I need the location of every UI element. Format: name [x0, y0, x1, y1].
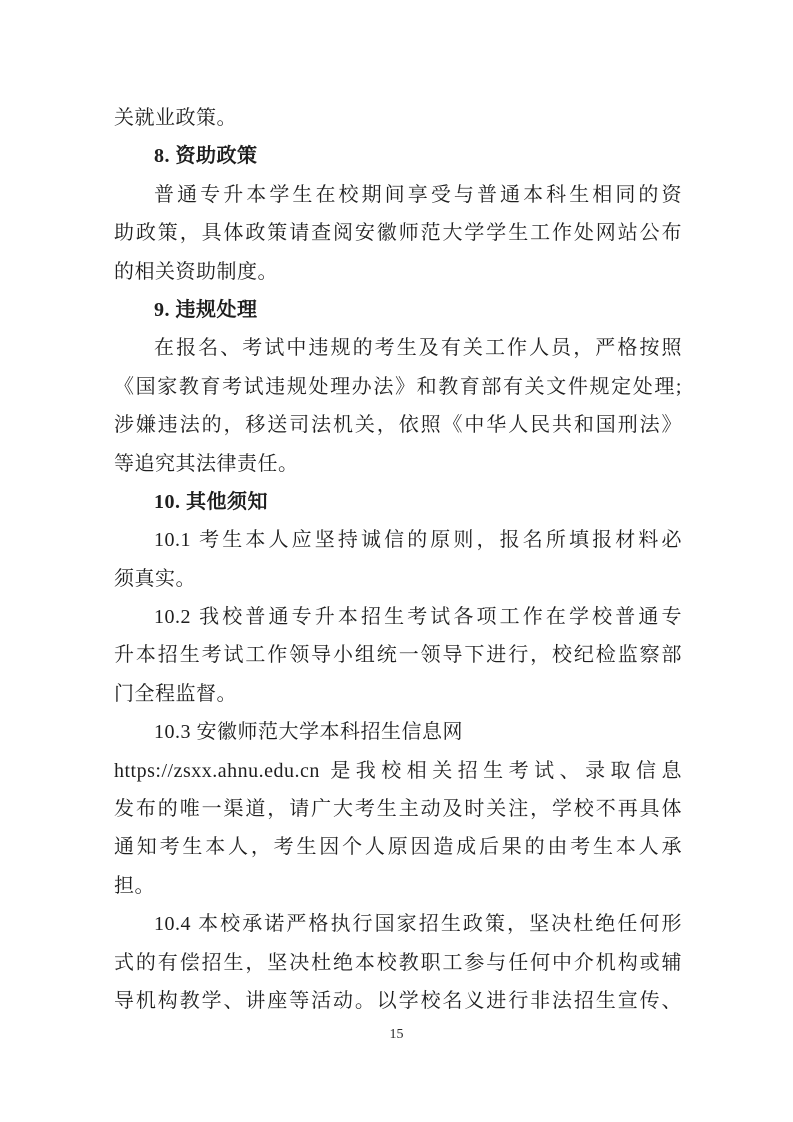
text-line: 在报名、考试中违规的考生及有关工作人员，严格按照	[154, 337, 682, 360]
section-heading: 10. 其他须知	[154, 490, 268, 513]
text-line: 导机构教学、讲座等活动。以学校名义进行非法招生宣传、	[114, 989, 682, 1012]
page-number: 15	[389, 1027, 404, 1042]
text-line: 的相关资助制度。	[114, 260, 278, 283]
document-body	[114, 99, 682, 1020]
text-line: 门全程监督。	[114, 682, 237, 705]
text-line: 担。	[114, 874, 155, 897]
text-line: 10.3 安徽师范大学本科招生信息网	[154, 721, 463, 744]
text-line: 升本招生考试工作领导小组统一领导下进行，校纪检监察部	[114, 644, 682, 667]
text-line: 式的有偿招生，坚决杜绝本校教职工参与任何中介机构或辅	[114, 951, 682, 974]
text-line: 通知考生本人，考生因个人原因造成后果的由考生本人承	[114, 836, 682, 859]
text-line: 须真实。	[114, 567, 196, 590]
text-line: 普通专升本学生在校期间享受与普通本科生相同的资	[154, 183, 682, 206]
text-line: 等追究其法律责任。	[114, 452, 299, 475]
text-line: 10.2 我校普通专升本招生考试各项工作在学校普通专	[154, 606, 682, 629]
text-line: 《国家教育考试违规处理办法》和教育部有关文件规定处理;	[114, 375, 682, 398]
section-heading: 9. 违规处理	[154, 298, 258, 321]
text-line: 涉嫌违法的，移送司法机关，依照《中华人民共和国刑法》	[114, 414, 682, 437]
text-line: 发布的唯一渠道，请广大考生主动及时关注，学校不再具体	[114, 798, 682, 821]
text-line: 助政策，具体政策请查阅安徽师范大学学生工作处网站公布	[114, 222, 682, 245]
text-line: https://zsxx.ahnu.edu.cn 是我校相关招生考试、录取信息	[114, 759, 682, 782]
text-line: 10.4 本校承诺严格执行国家招生政策，坚决杜绝任何形	[154, 913, 682, 936]
text-line: 10.1 考生本人应坚持诚信的原则，报名所填报材料必	[154, 529, 682, 552]
section-heading: 8. 资助政策	[154, 145, 258, 168]
text-line: 关就业政策。	[114, 107, 237, 129]
